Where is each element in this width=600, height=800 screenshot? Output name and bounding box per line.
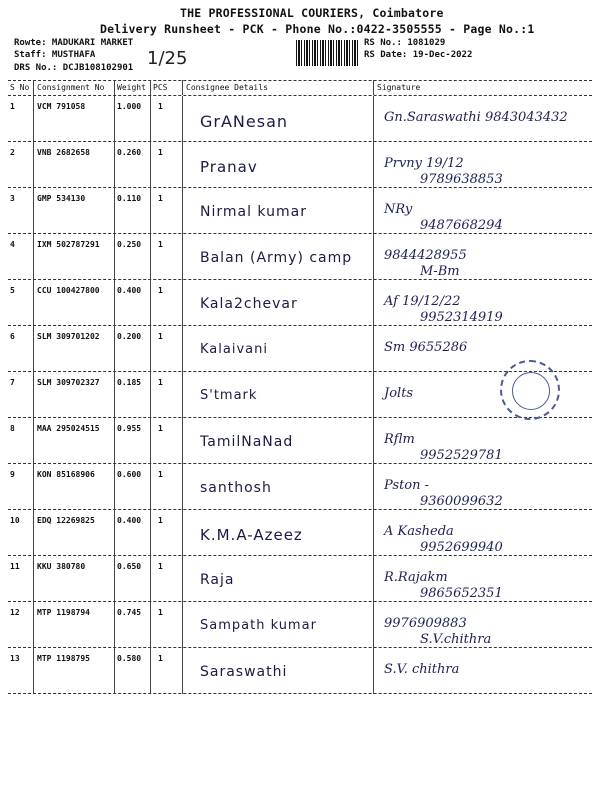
row-sno: 2 xyxy=(10,148,15,157)
table-top-rule xyxy=(8,80,592,81)
col-divider xyxy=(373,372,374,418)
row-weight: 0.250 xyxy=(117,240,142,249)
row-consignment: SLM 309701202 xyxy=(37,332,100,341)
row-weight: 0.200 xyxy=(117,332,142,341)
col-header-weight: Weight xyxy=(117,83,146,92)
row-signature: Gn.Saraswathi 9843043432 xyxy=(384,110,568,125)
col-divider xyxy=(114,142,115,188)
col-divider xyxy=(150,510,151,556)
col-divider xyxy=(33,142,34,188)
row-signature-phone: 9789638853 xyxy=(420,172,503,187)
row-separator xyxy=(8,509,592,510)
col-divider xyxy=(182,234,183,280)
row-weight: 0.580 xyxy=(117,654,142,663)
col-divider xyxy=(33,648,34,694)
col-divider xyxy=(182,372,183,418)
row-consignment: VCM 791058 xyxy=(37,102,86,111)
rs-number: RS No.: 1081029 xyxy=(364,38,446,48)
col-divider xyxy=(182,418,183,464)
col-divider xyxy=(33,188,34,234)
col-divider xyxy=(33,602,34,648)
row-signature: A Kasheda xyxy=(384,524,454,539)
row-signature-phone: 9952314919 xyxy=(420,310,503,325)
row-weight: 0.110 xyxy=(117,194,142,203)
row-pcs: 1 xyxy=(158,148,163,157)
col-divider xyxy=(150,556,151,602)
col-divider xyxy=(114,648,115,694)
col-divider xyxy=(182,556,183,602)
col-divider xyxy=(373,510,374,556)
col-divider xyxy=(182,96,183,142)
col-divider xyxy=(114,372,115,418)
row-weight: 0.600 xyxy=(117,470,142,479)
col-divider xyxy=(373,142,374,188)
row-consignee-handwritten: Sampath kumar xyxy=(200,618,317,633)
row-pcs: 1 xyxy=(158,240,163,249)
row-consignment: IXM 502787291 xyxy=(37,240,100,249)
col-divider xyxy=(114,464,115,510)
row-consignee-handwritten: Kala2chevar xyxy=(200,296,298,312)
row-separator xyxy=(8,187,592,188)
row-signature-phone: 9487668294 xyxy=(420,218,503,233)
row-pcs: 1 xyxy=(158,332,163,341)
col-divider xyxy=(150,142,151,188)
row-pcs: 1 xyxy=(158,562,163,571)
row-signature-phone: 9952529781 xyxy=(420,448,503,463)
row-signature-phone: M-Bm xyxy=(420,264,460,279)
col-divider xyxy=(150,326,151,372)
drs-label: DRS No.: DCJB108102901 xyxy=(14,63,134,73)
row-consignee-handwritten: GrANesan xyxy=(200,112,289,131)
row-sno: 11 xyxy=(10,562,20,571)
row-consignee-handwritten: S'tmark xyxy=(200,388,258,403)
row-sno: 10 xyxy=(10,516,20,525)
row-separator xyxy=(8,463,592,464)
col-divider xyxy=(182,464,183,510)
row-sno: 3 xyxy=(10,194,15,203)
col-divider xyxy=(114,96,115,142)
col-header-sno: S No xyxy=(10,83,30,92)
row-weight: 0.185 xyxy=(117,378,142,387)
col-divider xyxy=(33,510,34,556)
col-divider xyxy=(182,80,183,95)
col-header-consignment: Consignment No xyxy=(37,83,105,92)
row-pcs: 1 xyxy=(158,654,163,663)
col-divider xyxy=(33,556,34,602)
col-divider xyxy=(373,556,374,602)
row-sno: 8 xyxy=(10,424,15,433)
row-consignee-handwritten: Raja xyxy=(200,572,235,588)
row-separator xyxy=(8,279,592,280)
row-signature-phone: 9360099632 xyxy=(420,494,503,509)
row-separator xyxy=(8,601,592,602)
row-sno: 12 xyxy=(10,608,20,617)
table-header-rule xyxy=(8,95,592,96)
row-sno: 13 xyxy=(10,654,20,663)
col-header-pcs: PCS xyxy=(153,83,168,92)
row-pcs: 1 xyxy=(158,194,163,203)
row-signature: 9844428955 xyxy=(384,248,467,263)
row-consignee-handwritten: K.M.A-Azeez xyxy=(200,526,303,544)
row-sno: 4 xyxy=(10,240,15,249)
col-divider xyxy=(373,418,374,464)
col-divider xyxy=(114,280,115,326)
row-consignee-handwritten: Nirmal kumar xyxy=(200,204,307,220)
col-divider xyxy=(150,234,151,280)
col-divider xyxy=(150,80,151,95)
row-signature: Af 19/12/22 xyxy=(384,294,461,309)
row-consignee-handwritten: Saraswathi xyxy=(200,664,288,680)
col-divider xyxy=(182,280,183,326)
col-divider xyxy=(373,234,374,280)
col-divider xyxy=(150,418,151,464)
col-divider xyxy=(33,372,34,418)
col-divider xyxy=(114,188,115,234)
row-pcs: 1 xyxy=(158,608,163,617)
col-divider xyxy=(373,648,374,694)
row-separator xyxy=(8,693,592,694)
office-stamp xyxy=(500,360,560,420)
col-divider xyxy=(33,464,34,510)
col-divider xyxy=(150,648,151,694)
col-divider xyxy=(114,326,115,372)
row-separator xyxy=(8,325,592,326)
row-consignment: SLM 309702327 xyxy=(37,378,100,387)
row-consignment: EDQ 12269825 xyxy=(37,516,95,525)
row-separator xyxy=(8,141,592,142)
col-divider xyxy=(182,648,183,694)
row-signature: Pston - xyxy=(384,478,430,493)
row-sno: 7 xyxy=(10,378,15,387)
row-sno: 6 xyxy=(10,332,15,341)
col-divider xyxy=(33,418,34,464)
col-divider xyxy=(33,80,34,95)
col-divider xyxy=(114,234,115,280)
staff-label: Staff: MUSTHAFA xyxy=(14,50,96,60)
row-consignee-handwritten: Kalaivani xyxy=(200,342,268,357)
row-pcs: 1 xyxy=(158,516,163,525)
col-divider xyxy=(33,96,34,142)
row-signature: Rflm xyxy=(384,432,415,447)
col-divider xyxy=(114,602,115,648)
col-divider xyxy=(150,464,151,510)
col-divider xyxy=(182,188,183,234)
row-consignment: KON 85168906 xyxy=(37,470,95,479)
row-weight: 0.400 xyxy=(117,516,142,525)
handwritten-mark: 1/25 xyxy=(147,48,188,69)
row-weight: 0.745 xyxy=(117,608,142,617)
col-divider xyxy=(373,188,374,234)
row-signature-phone: 9952699940 xyxy=(420,540,503,555)
col-divider xyxy=(114,80,115,95)
row-weight: 0.650 xyxy=(117,562,142,571)
page-title: THE PROFESSIONAL COURIERS, Coimbatore xyxy=(180,6,444,20)
row-consignee-handwritten: TamilNaNad xyxy=(200,434,294,450)
col-divider xyxy=(373,464,374,510)
col-divider xyxy=(114,418,115,464)
row-pcs: 1 xyxy=(158,286,163,295)
row-consignment: MTP 1198794 xyxy=(37,608,90,617)
col-divider xyxy=(150,280,151,326)
col-header-consignee: Consignee Details xyxy=(186,83,268,92)
row-weight: 1.000 xyxy=(117,102,142,111)
col-divider xyxy=(182,510,183,556)
row-consignment: GMP 534130 xyxy=(37,194,86,203)
row-separator xyxy=(8,647,592,648)
col-divider xyxy=(182,326,183,372)
page-subtitle: Delivery Runsheet - PCK - Phone No.:0422-3505555 - Page No.:1 xyxy=(100,22,535,36)
row-separator xyxy=(8,417,592,418)
row-signature: NRy xyxy=(384,202,413,217)
row-separator xyxy=(8,555,592,556)
col-divider xyxy=(150,188,151,234)
col-header-signature: Signature xyxy=(377,83,421,92)
row-signature-phone: 9865652351 xyxy=(420,586,503,601)
row-separator xyxy=(8,233,592,234)
col-divider xyxy=(114,510,115,556)
col-divider xyxy=(373,602,374,648)
row-sno: 5 xyxy=(10,286,15,295)
col-divider xyxy=(182,142,183,188)
row-signature-phone: S.V.chithra xyxy=(420,632,492,647)
col-divider xyxy=(373,80,374,95)
col-divider xyxy=(150,602,151,648)
col-divider xyxy=(150,372,151,418)
row-signature: 9976909883 xyxy=(384,616,467,631)
col-divider xyxy=(373,280,374,326)
col-divider xyxy=(33,326,34,372)
row-consignment: KKU 380780 xyxy=(37,562,86,571)
row-pcs: 1 xyxy=(158,102,163,111)
col-divider xyxy=(33,234,34,280)
row-sno: 9 xyxy=(10,470,15,479)
row-pcs: 1 xyxy=(158,424,163,433)
row-consignment: MAA 295024515 xyxy=(37,424,100,433)
row-signature: R.Rajakm xyxy=(384,570,448,585)
col-divider xyxy=(373,326,374,372)
row-signature: S.V. chithra xyxy=(384,662,460,677)
col-divider xyxy=(373,96,374,142)
row-consignee-handwritten: santhosh xyxy=(200,480,272,496)
row-signature: Prvny 19/12 xyxy=(384,156,464,171)
route-label: Rowte: MADUKARI MARKET xyxy=(14,38,134,48)
row-weight: 0.260 xyxy=(117,148,142,157)
row-consignment: VNB 2682658 xyxy=(37,148,90,157)
row-weight: 0.400 xyxy=(117,286,142,295)
barcode xyxy=(296,40,360,66)
row-signature: Jolts xyxy=(384,386,414,401)
row-weight: 0.955 xyxy=(117,424,142,433)
row-sno: 1 xyxy=(10,102,15,111)
row-pcs: 1 xyxy=(158,378,163,387)
rs-date: RS Date: 19-Dec-2022 xyxy=(364,50,473,60)
row-consignment: CCU 100427800 xyxy=(37,286,100,295)
row-signature: Sm 9655286 xyxy=(384,340,468,355)
col-divider xyxy=(33,280,34,326)
col-divider xyxy=(182,602,183,648)
col-divider xyxy=(114,556,115,602)
row-pcs: 1 xyxy=(158,470,163,479)
row-consignee-handwritten: Balan (Army) camp xyxy=(200,250,353,266)
row-consignment: MTP 1198795 xyxy=(37,654,90,663)
row-consignee-handwritten: Pranav xyxy=(200,158,258,176)
col-divider xyxy=(150,96,151,142)
